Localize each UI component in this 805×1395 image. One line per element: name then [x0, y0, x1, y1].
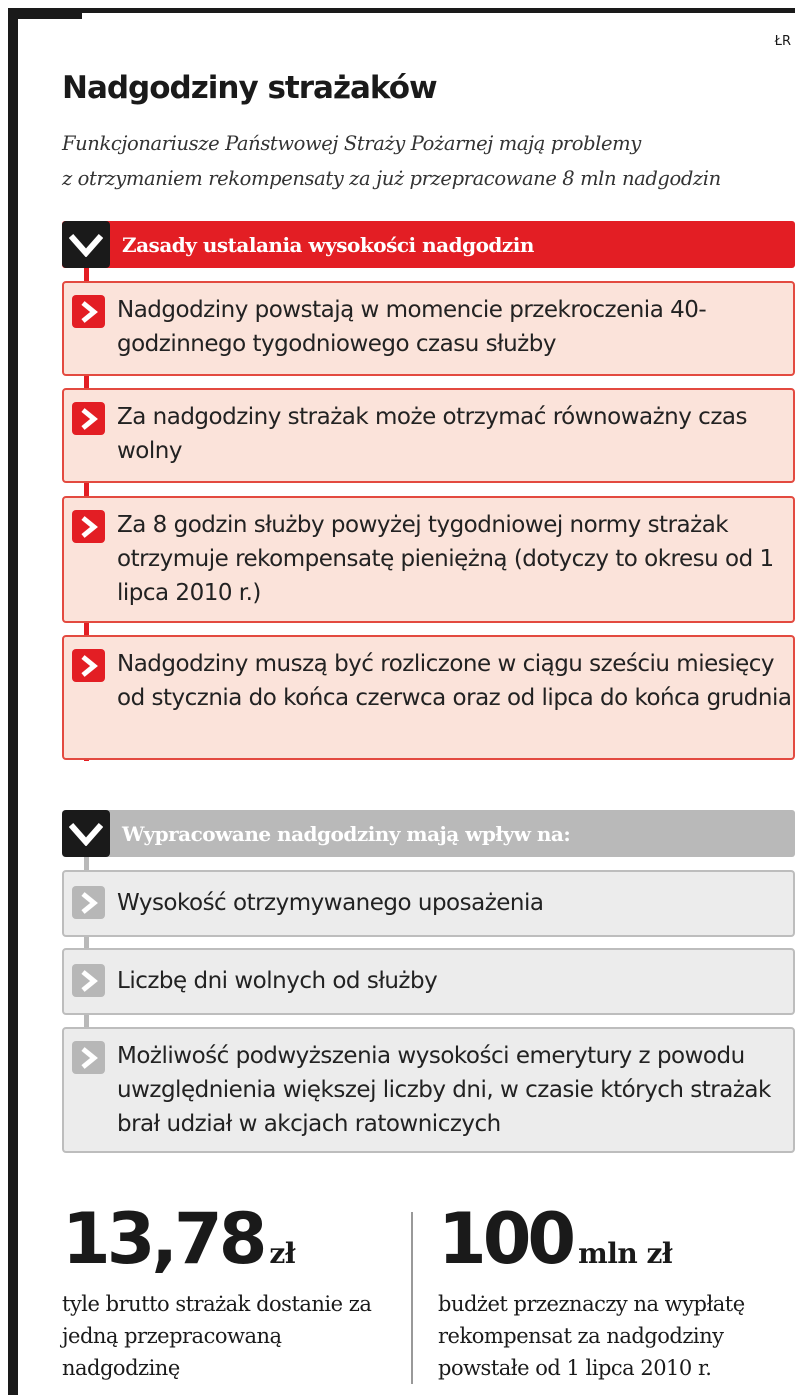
item-text: Możliwość podwyższenia wysokości emerytury z powodu uwzględnienia większej liczby dni, w czasie których strażak brał udział w akcjach ratowniczych: [117, 1043, 771, 1137]
stat-unit: mln zł: [578, 1237, 673, 1270]
page-title: Nadgodziny strażaków: [62, 70, 437, 106]
chevron-right-icon: [72, 510, 105, 543]
list-item: [62, 948, 795, 1015]
chevron-right-icon: [72, 295, 105, 328]
list-item: [62, 870, 795, 937]
chevron-right-icon: [72, 886, 105, 919]
chevron-right-icon: [72, 1041, 105, 1074]
frame-left-rule: [8, 8, 18, 1395]
subtitle-line: z otrzymaniem rekompensaty za już przepracowane 8 mln nadgodzin: [62, 167, 721, 190]
list-item: [62, 496, 795, 623]
item-text: Nadgodziny powstają w momencie przekroczenia 40-godzinnego tygodniowego czasu służby: [117, 297, 707, 357]
stat-unit: zł: [269, 1237, 296, 1270]
item-text: Nadgodziny muszą być rozliczone w ciągu sześciu miesięcy od stycznia do końca czerwca oraz od lipca do końca grudnia: [117, 651, 792, 711]
list-item: [62, 388, 795, 483]
stat-number: 13,78: [62, 1198, 264, 1280]
chevron-right-icon: [72, 964, 105, 997]
section-header: [62, 221, 795, 268]
item-text: Za nadgodziny strażak może otrzymać równoważny czas wolny: [117, 404, 747, 464]
stat-value: [62, 1198, 295, 1280]
item-text: Wysokość otrzymywanego uposażenia: [117, 890, 544, 916]
subtitle: [62, 126, 802, 196]
stat-number: 100: [438, 1198, 573, 1280]
chevron-right-icon: [72, 649, 105, 682]
author-credit: ŁR: [774, 34, 791, 49]
section-impact: [62, 810, 795, 1137]
item-text: Liczbę dni wolnych od służby: [117, 968, 438, 994]
stat-description: tyle brutto strażak dostanie za jedną przepracowaną nadgodzinę: [62, 1292, 372, 1380]
list-item: [62, 635, 795, 760]
frame-top-rule: [8, 8, 795, 13]
frame-corner: [8, 8, 82, 19]
chevron-down-icon: [62, 810, 110, 857]
stat-value: [438, 1198, 672, 1280]
item-text: Za 8 godzin służby powyżej tygodniowej normy strażak otrzymuje rekompensatę pieniężną (dotyczy to okresu od 1 lipca 2010 r.): [117, 512, 774, 606]
chevron-down-icon: [62, 221, 110, 268]
section-rules: [62, 221, 795, 711]
list-item: [62, 1027, 795, 1153]
chevron-right-icon: [72, 402, 105, 435]
subtitle-line: Funkcjonariusze Państwowej Straży Pożarnej mają problemy: [62, 132, 641, 155]
divider: [411, 1212, 413, 1384]
section-heading: Zasady ustalania wysokości nadgodzin: [122, 232, 534, 257]
section-heading: Wypracowane nadgodziny mają wpływ na:: [122, 821, 571, 846]
list-item: [62, 281, 795, 376]
section-header: [62, 810, 795, 857]
stat-description: budżet przeznaczy na wypłatę rekompensat za nadgodziny powstałe od 1 lipca 2010 r.: [438, 1292, 745, 1380]
